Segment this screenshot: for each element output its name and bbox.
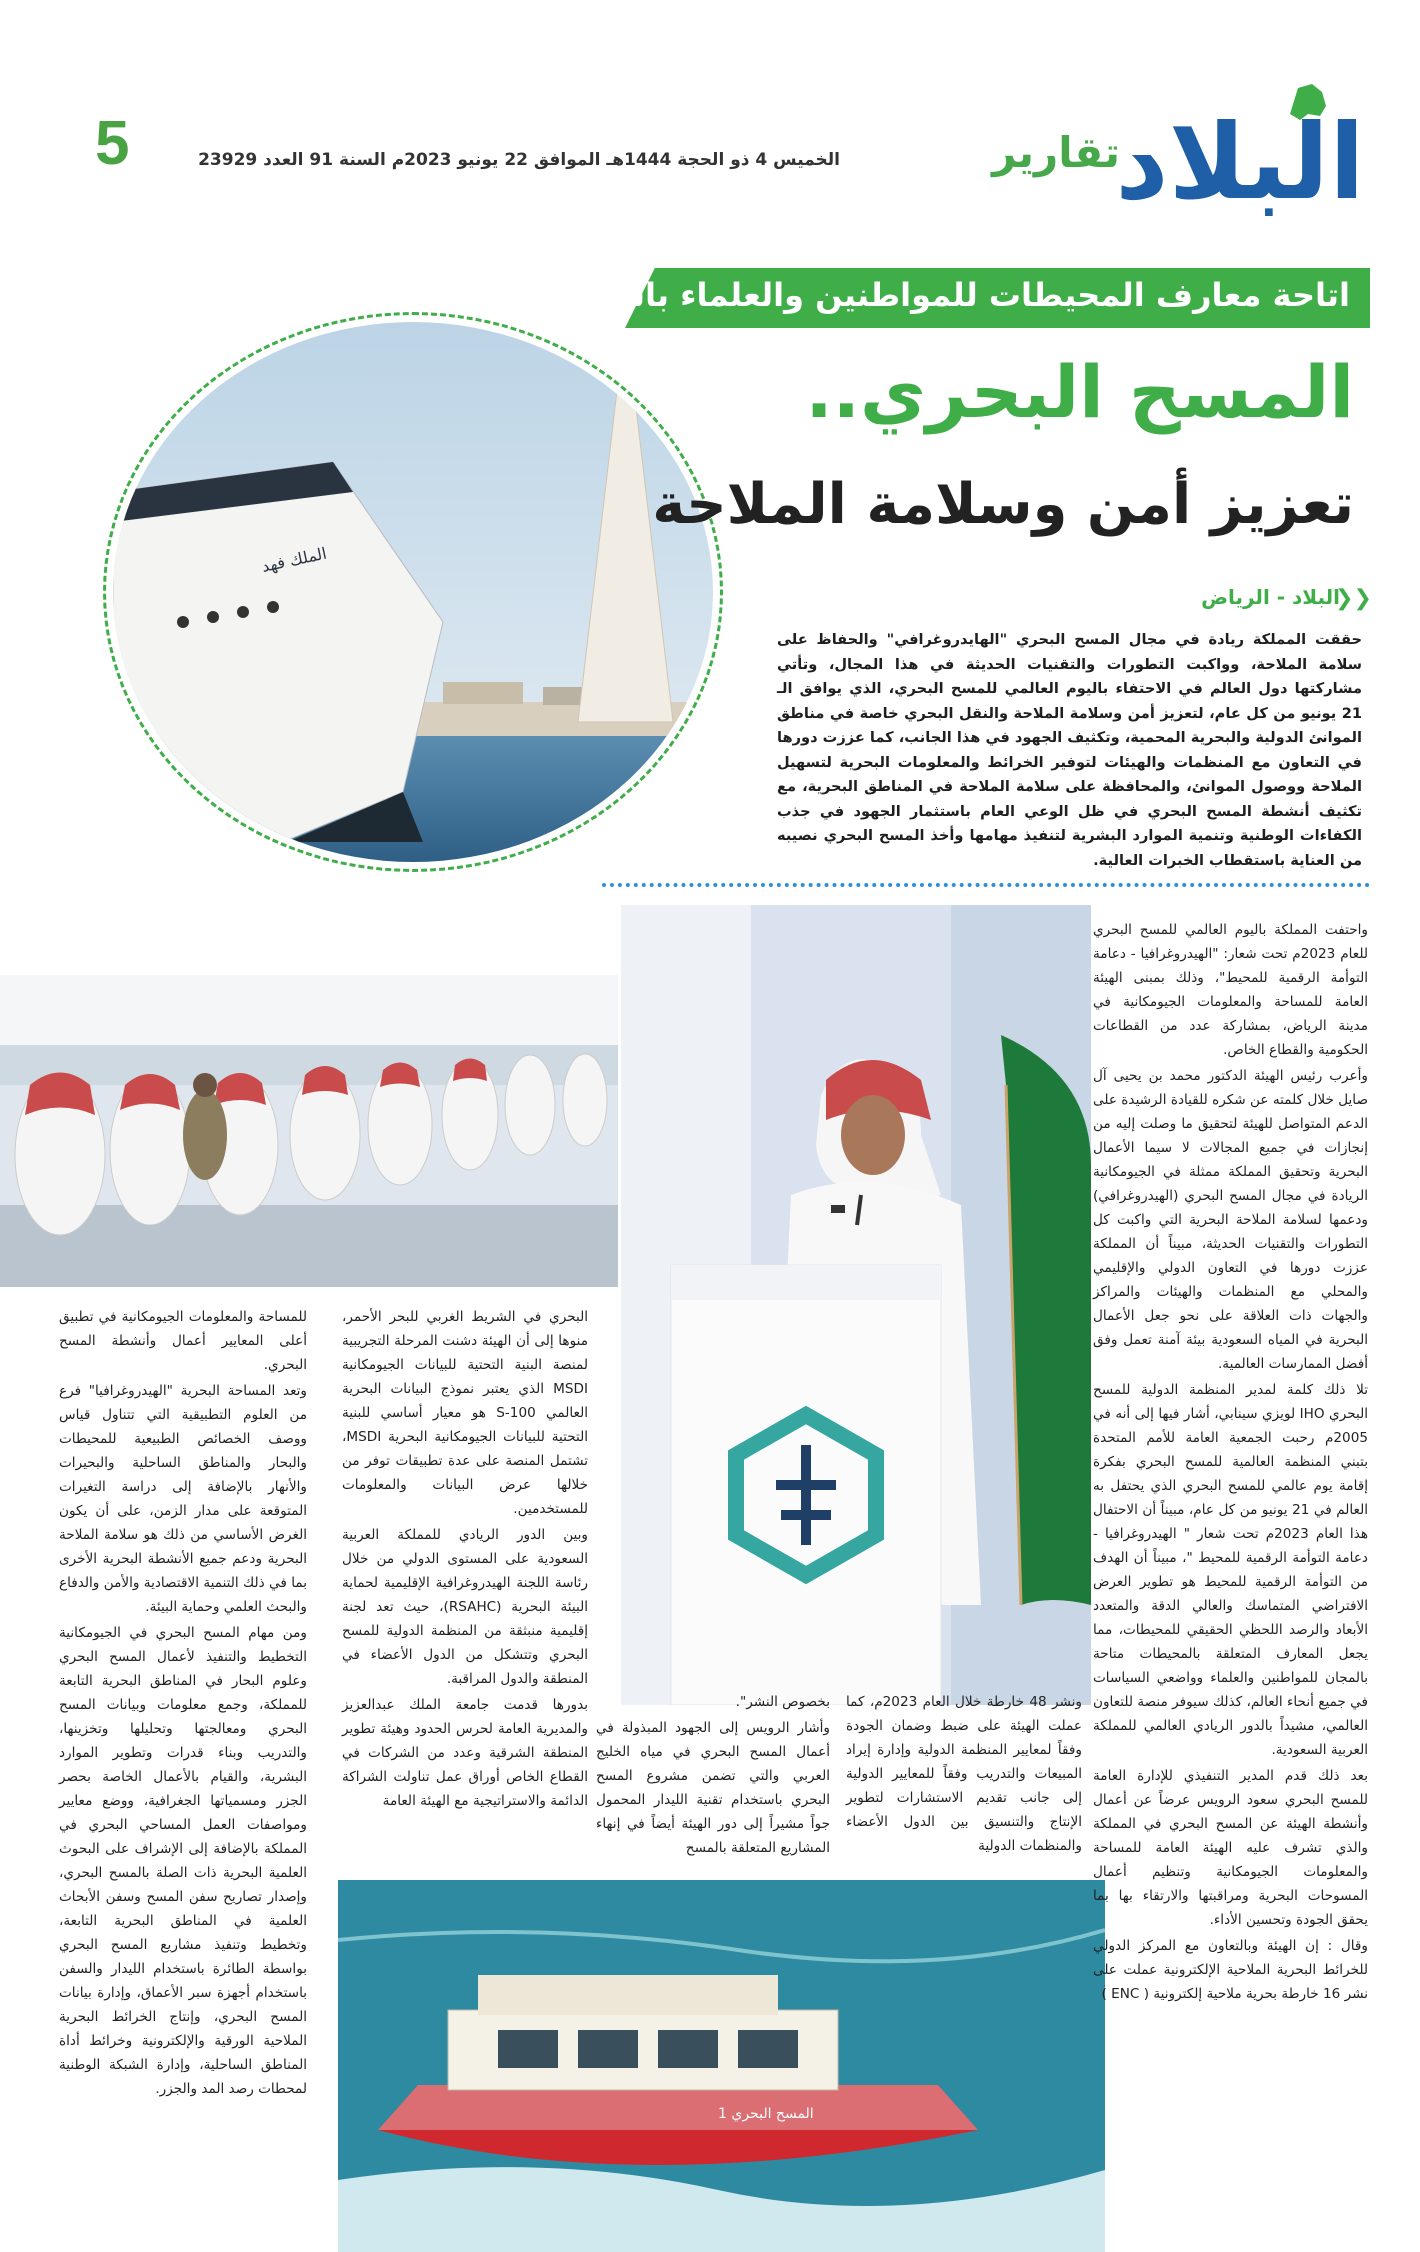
paragraph: ومن مهام المسح البحري في الجيومكانية التخطيط والتنفيذ لأعمال المسح البحري وعلوم البحار في المناطق البحرية التابعة للمملكة، وجمع معلومات وبيانات المسح البحري ومعالجتها وتحليلها وتخزينها، والتدريب وبناء قدرات وتطوير الموارد البشرية، والقيام بالأعمال الخاصة بحصر الجزر ومسمياتها الجغرافية، ووضع معايير ومواصفات العمل المساحي البحري في المملكة بالإضافة إلى الإشراف على البحوث العلمية البحرية ذات الصلة بالمسح البحري، وإصدار تصاريح سفن المسح وسفن الأبحاث العلمية في المناطق البحرية التابعة، وتخطيط وتنفيذ مشاريع المسح البحري بواسطة الطائرة باستخدام الليدار والسفن باستخدام أجهزة سبر الأعماق، وإدارة بيانات المسح البحري، وإنتاج الخرائط البحرية الملاحية الورقية والإلكترونية وخرائط أداة المناطق الساحلية، وإدارة الشبكة الوطنية لمحطات رصد المد والجزر. bbox=[59, 1625, 307, 2097]
survey-boat-photo bbox=[338, 1880, 1105, 2252]
paragraph: وأشار الرويس إلى الجهود المبذولة في أعمال المسح البحري في مياه الخليج العربي والتي تضمن مشروع المسح البحري باستخدام تقنية الليدار المحمول جواً مشيراً إلى دور الهيئة أيضاً في إنهاء المشاريع المتعلقة بالمسح bbox=[596, 1720, 830, 1856]
ship-name: الملك فهد bbox=[259, 543, 329, 576]
audience-photo bbox=[0, 975, 618, 1287]
logo-text: البلاد bbox=[1120, 101, 1360, 223]
article-column-c bbox=[342, 1305, 588, 1815]
paragraph: وتعد المساحة البحرية "الهيدروغرافيا" فرع من العلوم التطبيقية التي تتناول قياس ووصف الخصائص الطبيعية للمحيطات والبحار والمناطق الساحلية والبحيرات والأنهار بالإضافة إلى دراسة التغيرات المتوقعة على مدار الزمن، على أن يكون الغرض الأساسي من ذلك هو سلامة الملاحة البحرية ودعم جميع الأنشطة البحرية الأخرى بما في ذلك التنمية الاقتصادية والأمن والدفاع والبحث العلمي وحماية البيئة. bbox=[59, 1383, 307, 1615]
boat-label: المسح البحري 1 bbox=[718, 2106, 814, 2122]
page-number: 5 bbox=[95, 109, 130, 178]
paragraph: بدورها قدمت جامعة الملك عبدالعزيز والمديرية العامة لحرس الحدود وهيئة تطوير المنطقة الشرقية وعدد من الشركات في القطاع الخاص أوراق عمل تناولت الشراكة الدائمة والاستراتيجية مع الهيئة العامة bbox=[342, 1697, 588, 1809]
article-column-left bbox=[59, 1305, 307, 2103]
paragraph: وبين الدور الريادي للمملكة العربية السعودية على المستوى الدولي من خلال رئاسة اللجنة الهيدروغرافية الإقليمية لحماية البيئة البحرية (RSAHC)، حيث تعد لجنة إقليمية منبثقة من المنظمة الدولية للمسح البحري وتتشكل من الدول الأعضاء في المنطقة والدول المراقبة. bbox=[342, 1527, 588, 1687]
paragraph: للمساحة والمعلومات الجيومكانية في تطبيق أعلى المعايير أعمال وأنشطة المسح البحري. bbox=[59, 1309, 307, 1373]
paragraph: بخصوص النشر". bbox=[735, 1694, 830, 1710]
headline-main: المسح البحري.. bbox=[805, 350, 1354, 434]
ship-photo bbox=[113, 322, 713, 862]
newspaper-logo bbox=[1120, 80, 1360, 230]
paragraph: واحتفت المملكة باليوم العالمي للمسح البحري للعام 2023م تحت شعار: "الهيدروغرافيا - دعامة التوأمة الرقمية للمحيط"، وذلك بمبنى الهيئة العامة للمساحة والمعلومات الجيومكانية في مدينة الرياض، بمشاركة عدد من القطاعات الحكومية والقطاع الخاص. bbox=[1093, 922, 1368, 1058]
ribbon-text: اتاحة معارف المحيطات للمواطنين والعلماء بالمجان bbox=[549, 276, 1350, 314]
article-column-right bbox=[1093, 918, 1368, 2008]
dateline: الخميس 4 ذو الحجة 1444هـ الموافق 22 يونيو 2023م السنة 91 العدد 23929 bbox=[198, 150, 840, 170]
byline: البلاد - الرياض bbox=[1201, 585, 1340, 609]
lead-paragraph: حققت المملكة ريادة في مجال المسح البحري "الهايدروغرافي" والحفاظ على سلامة الملاحة، وواكبت التطورات والتقنيات الحديثة في هذا المجال، وتأتي مشاركتها دول العالم في الاحتفاء باليوم العالمي للمسح البحري، الذي يوافق الـ 21 يونيو من كل عام، لتعزيز أمن وسلامة الملاحة والنقل البحري خاصة في مناطق الموانئ الدولية والبحرية المحمية، وتكثيف الجهود في هذا الجانب، كما عززت دورها في التعاون مع المنظمات والهيئات لتوفير الخرائط والمعلومات البحرية لتسهيل الملاحة ووصول الموانئ، والمحافظة على سلامة الملاحة في المناطق البحرية، مع تكثيف أنشطة المسح البحري في ظل الوعي العام باستثمار الجهود في جذب الكفاءات الوطنية وتنمية الموارد البشرية لتنفيذ مهامها وأخذ المسح البحري نصيبه من العناية باستقطاب الخبرات العالية. bbox=[777, 631, 1362, 869]
article-column-mid-b bbox=[596, 1690, 830, 1862]
headline-sub: تعزيز أمن وسلامة الملاحة bbox=[652, 472, 1354, 537]
paragraph: تلا ذلك كلمة لمدير المنظمة الدولية للمسح البحري IHO لويزي سينابي، أشار فيها إلى أنه في 2005م رحبت الجمعية العامة للأمم المتحدة بتبني المنظمة العالمية للمسح البحري بفكرة إقامة يوم عالمي للمسح البحري الذي يحتفل به العالم في 21 يونيو من كل عام، مبيناً أن الاحتفال هذا العام 2023م تحت شعار " الهيدروغرافيا - دعامة التوأمة الرقمية للمحيط "، مبيناً أن الهدف من التوأمة الرقمية للمحيط هو تطوير العرض الافتراضي المتماسك والعالي الدقة والمتعدد الأبعاد والرصد اللحظي الحقيقي للمحيطات، مما يجعل المعارف المتعلقة بالمحيطات متاحة بالمجان للمواطنين والعلماء وواضعي السياسات في جميع أنحاء العالم، كذلك سيوفر منصة للتعاون العالمي، مشيداً بالدور الريادي العالمي للمملكة العربية السعودية. bbox=[1093, 1382, 1369, 1758]
paragraph: بعد ذلك قدم المدير التنفيذي للإدارة العامة للمسح البحري سعود الرويس عرضاً عن أعمال وأنشطة الهيئة عن المسح البحري في المملكة والذي تشرف عليه الهيئة العامة للمساحة والمعلومات الجيومكانية وتنظيم أعمال المسوحات البحرية ومراقبتها والارتقاء بها بما يحقق الجودة وتحسين الأداء. bbox=[1093, 1768, 1368, 1928]
section-title: تقارير bbox=[992, 128, 1120, 177]
article-column-mid-a bbox=[846, 1690, 1082, 1860]
dotted-divider bbox=[602, 883, 1370, 887]
speaker-photo bbox=[621, 905, 1091, 1705]
byline-arrows-icon: ❯❯ bbox=[1335, 586, 1372, 611]
paragraph: ونشر 48 خارطة خلال العام 2023م، كما عملت الهيئة على ضبط وضمان الجودة وفقاً لمعايير المنظمة الدولية وإدارة إيراد المبيعات والتدريب وفقاً للمعايير الدولية إلى جانب تقديم الاستشارات لتطوير الإنتاج والتنسيق بين الدول الأعضاء والمنظمات الدولية bbox=[846, 1694, 1082, 1854]
paragraph: البحري في الشريط الغربي للبحر الأحمر، منوها إلى أن الهيئة دشنت المرحلة التجريبية لمنصة البنية التحتية للبيانات الجيومكانية MSDI الذي يعتبر نموذج البيانات البحرية العالمي S-100 هو معيار أساسي للبنية التحتية للبيانات الجيومكانية البحرية MSDI، تشتمل المنصة على عدة تطبيقات توفر من خلالها عرض البيانات والمعلومات للمستخدمين. bbox=[342, 1309, 588, 1517]
paragraph: وأعرب رئيس الهيئة الدكتور محمد بن يحيى آل صايل خلال كلمته عن شكره للقيادة الرشيدة على الدعم المتواصل للهيئة لتحقيق ما وصلت إليه من إنجازات في جميع المجالات لا سيما الأعمال البحرية وتحقيق المملكة ممثلة في الجيومكانية الريادة في مجال المسح البحري (الهيدروغرافي) ودعمها لسلامة الملاحة البحرية التي واكبت كل التطورات والتقنيات الحديثة، مبيناً أن المملكة عززت دورها في التعاون الدولي والإقليمي والمحلي مع المنظمات والهيئات والمراكز والجهات ذات العلاقة على نحو جعل الأعمال البحرية في المياه السعودية بيئة آمنة تعمل وفق أفضل الممارسات العالمية. bbox=[1093, 1068, 1368, 1372]
paragraph: وقال : إن الهيئة وبالتعاون مع المركز الدولي للخرائط البحرية الملاحية الإلكترونية عملت على نشر 16 خارطة بحرية ملاحية إلكترونية ( ENC ) bbox=[1093, 1938, 1368, 2002]
